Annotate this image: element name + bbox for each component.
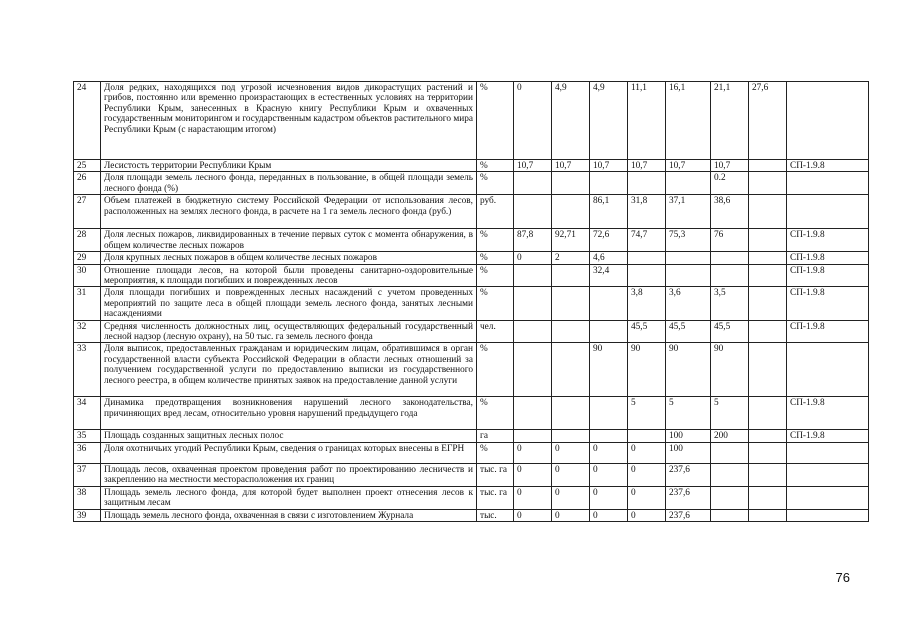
value-cell [749,320,787,343]
row-number-cell: 30 [74,264,101,287]
value-cell [552,397,590,430]
value-cell [749,343,787,397]
value-cell: 10,7 [514,160,552,172]
table-row [74,82,869,160]
value-cell [514,320,552,343]
row-number-cell: 32 [74,320,101,343]
table-row [74,397,869,430]
value-cell: 37,1 [666,195,711,229]
table-row [74,509,869,521]
value-cell [749,442,787,463]
value-cell: 10,7 [666,160,711,172]
value-cell: 237,6 [666,463,711,486]
unit-cell: га [477,430,514,442]
table-row [74,287,869,320]
row-number-cell: 34 [74,397,101,430]
value-cell: 0 [552,509,590,521]
indicator-description-cell: Площадь земель лесного фонда, для которой будет выполнен проект отнесения лесов к защитным лесам [101,486,477,509]
value-cell: 2 [552,252,590,264]
value-cell [590,397,628,430]
table-row [74,486,869,509]
value-cell: 72,6 [590,229,628,252]
indicator-description-cell: Площадь лесов, охваченная проектом проведения работ по проектированию лесничеств и закреплению на местности месторасположения их границ [101,463,477,486]
value-cell: 90 [628,343,666,397]
row-number-cell: 31 [74,287,101,320]
indicator-description-cell: Динамика предотвращения возникновения нарушений лесного законодательства, причиняющих вред лесам, относительно уровня нарушений предыдущего года [101,397,477,430]
value-cell: 3,8 [628,287,666,320]
value-cell: 90 [711,343,749,397]
indicator-description-cell: Средняя численность должностных лиц, осуществляющих федеральный государственный лесной надзор (лесную охрану), на 50 тыс. га земель лесного фонда [101,320,477,343]
source-cell: СП-1.9.8 [787,160,869,172]
value-cell [552,320,590,343]
value-cell [514,195,552,229]
table-row [74,195,869,229]
value-cell [552,287,590,320]
value-cell [711,463,749,486]
value-cell: 38,6 [711,195,749,229]
value-cell [666,264,711,287]
source-cell: СП-1.9.8 [787,264,869,287]
source-cell [787,82,869,160]
unit-cell: тыс. га [477,463,514,486]
table-row [74,229,869,252]
value-cell: 0 [552,463,590,486]
unit-cell: % [477,264,514,287]
table-row [74,264,869,287]
value-cell: 0 [628,486,666,509]
value-cell [749,264,787,287]
value-cell: 0 [628,463,666,486]
source-cell [787,195,869,229]
value-cell [749,509,787,521]
value-cell: 10,7 [628,160,666,172]
value-cell [552,264,590,287]
value-cell [666,252,711,264]
value-cell [552,430,590,442]
row-number-cell: 24 [74,82,101,160]
value-cell: 0 [514,82,552,160]
value-cell [514,343,552,397]
value-cell: 0 [552,486,590,509]
value-cell [514,397,552,430]
row-number-cell: 29 [74,252,101,264]
value-cell [590,320,628,343]
value-cell [514,172,552,195]
value-cell [711,264,749,287]
source-cell [787,486,869,509]
unit-cell: % [477,172,514,195]
value-cell [590,430,628,442]
indicator-description-cell: Доля площади земель лесного фонда, переданных в пользование, в общей площади земель лесного фонда (%) [101,172,477,195]
value-cell: 21,1 [711,82,749,160]
value-cell [711,486,749,509]
value-cell: 0 [514,463,552,486]
value-cell [749,252,787,264]
value-cell [749,195,787,229]
unit-cell: % [477,343,514,397]
value-cell [749,160,787,172]
value-cell: 3,5 [711,287,749,320]
source-cell: СП-1.9.8 [787,287,869,320]
indicator-description-cell: Доля лесных пожаров, ликвидированных в течение первых суток с момента обнаружения, в общем количестве лесных пожаров [101,229,477,252]
value-cell [628,430,666,442]
unit-cell: % [477,287,514,320]
value-cell: 5 [711,397,749,430]
value-cell: 10,7 [590,160,628,172]
value-cell: 0 [514,252,552,264]
value-cell [749,486,787,509]
indicator-description-cell: Доля охотничьих угодий Республики Крым, сведения о границах которых внесены в ЕГРН [101,442,477,463]
source-cell [787,343,869,397]
table-row [74,442,869,463]
source-cell: СП-1.9.8 [787,320,869,343]
source-cell: СП-1.9.8 [787,430,869,442]
unit-cell: % [477,442,514,463]
page-number: 76 [835,570,850,585]
source-cell [787,509,869,521]
value-cell: 0 [590,509,628,521]
value-cell [666,172,711,195]
indicator-description-cell: Лесистость территории Республики Крым [101,160,477,172]
row-number-cell: 38 [74,486,101,509]
unit-cell: тыс. [477,509,514,521]
unit-cell: % [477,82,514,160]
value-cell: 237,6 [666,486,711,509]
unit-cell: % [477,252,514,264]
value-cell: 4,9 [590,82,628,160]
table-row [74,252,869,264]
value-cell: 5 [628,397,666,430]
value-cell [749,397,787,430]
value-cell: 200 [711,430,749,442]
value-cell [514,264,552,287]
value-cell [749,229,787,252]
source-cell [787,442,869,463]
row-number-cell: 27 [74,195,101,229]
value-cell: 5 [666,397,711,430]
value-cell [749,172,787,195]
value-cell [590,172,628,195]
unit-cell: руб. [477,195,514,229]
value-cell: 76 [711,229,749,252]
value-cell: 100 [666,430,711,442]
value-cell: 0 [514,442,552,463]
indicator-description-cell: Площадь земель лесного фонда, охваченная в связи с изготовлением Журнала [101,509,477,521]
value-cell: 16,1 [666,82,711,160]
value-cell [552,195,590,229]
row-number-cell: 26 [74,172,101,195]
value-cell: 4,6 [590,252,628,264]
value-cell [628,172,666,195]
indicator-description-cell: Доля редких, находящихся под угрозой исчезновения видов дикорастущих растений и грибов, постоянно или временно произрастающих в естественных условиях на территории Республики Крым, занесенных в Красную книгу Республики Крым и охваченных государственным мониторингом и государственным кадастром объектов растительного мира Республики Крым (с нарастающим итогом) [101,82,477,160]
value-cell [628,264,666,287]
source-cell: СП-1.9.8 [787,252,869,264]
value-cell: 0 [514,509,552,521]
value-cell: 45,5 [711,320,749,343]
value-cell: 45,5 [666,320,711,343]
value-cell: 45,5 [628,320,666,343]
table-row [74,320,869,343]
unit-cell: % [477,397,514,430]
unit-cell: тыс. га [477,486,514,509]
unit-cell: % [477,160,514,172]
row-number-cell: 36 [74,442,101,463]
indicators-table [73,81,869,522]
value-cell: 90 [590,343,628,397]
source-cell: СП-1.9.8 [787,397,869,430]
value-cell: 92,71 [552,229,590,252]
value-cell: 87,8 [514,229,552,252]
value-cell: 75,3 [666,229,711,252]
unit-cell: % [477,229,514,252]
value-cell: 237,6 [666,509,711,521]
value-cell: 0 [590,463,628,486]
value-cell: 100 [666,442,711,463]
table-row [74,343,869,397]
value-cell: 3,6 [666,287,711,320]
row-number-cell: 39 [74,509,101,521]
value-cell [749,463,787,486]
value-cell: 0 [628,509,666,521]
row-number-cell: 33 [74,343,101,397]
value-cell [749,287,787,320]
indicator-description-cell: Отношение площади лесов, на которой были проведены санитарно-оздоровительные мероприятия, к площади погибших и поврежденных лесов [101,264,477,287]
indicator-description-cell: Площадь созданных защитных лесных полос [101,430,477,442]
value-cell: 90 [666,343,711,397]
value-cell: 10,7 [711,160,749,172]
value-cell: 32,4 [590,264,628,287]
table-row [74,430,869,442]
value-cell: 4,9 [552,82,590,160]
unit-cell: чел. [477,320,514,343]
value-cell [711,442,749,463]
source-cell [787,172,869,195]
value-cell [552,172,590,195]
source-cell [787,463,869,486]
source-cell: СП-1.9.8 [787,229,869,252]
indicator-description-cell: Доля выписок, предоставленных гражданам и юридическим лицам, обратившимся в орган государственной власти субъекта Российской Федерации в области лесных отношений за получением государственной услуги по предоставлению выписки из государственного лесного реестра, в общем количестве принятых заявок на предоставление данной услуги [101,343,477,397]
value-cell: 86,1 [590,195,628,229]
value-cell: 31,8 [628,195,666,229]
indicator-description-cell: Доля крупных лесных пожаров в общем количестве лесных пожаров [101,252,477,264]
table-row [74,463,869,486]
value-cell [590,287,628,320]
value-cell [514,287,552,320]
value-cell: 0 [590,486,628,509]
value-cell: 11,1 [628,82,666,160]
row-number-cell: 28 [74,229,101,252]
value-cell [711,252,749,264]
value-cell: 0 [628,442,666,463]
table-row [74,172,869,195]
row-number-cell: 37 [74,463,101,486]
indicator-description-cell: Объем платежей в бюджетную систему Российской Федерации от использования лесов, расположенных на землях лесного фонда, в расчете на 1 га земель лесного фонда (руб.) [101,195,477,229]
value-cell [628,252,666,264]
value-cell [514,430,552,442]
value-cell: 0 [590,442,628,463]
value-cell [749,430,787,442]
value-cell [552,343,590,397]
indicator-description-cell: Доля площади погибших и поврежденных лесных насаждений с учетом проведенных мероприятий по защите леса в общей площади земель лесного фонда, занятых лесными насаждениями [101,287,477,320]
value-cell: 0 [552,442,590,463]
value-cell: 74,7 [628,229,666,252]
value-cell [711,509,749,521]
value-cell: 10,7 [552,160,590,172]
row-number-cell: 35 [74,430,101,442]
value-cell: 0.2 [711,172,749,195]
table-row [74,160,869,172]
value-cell: 0 [514,486,552,509]
row-number-cell: 25 [74,160,101,172]
value-cell: 27,6 [749,82,787,160]
